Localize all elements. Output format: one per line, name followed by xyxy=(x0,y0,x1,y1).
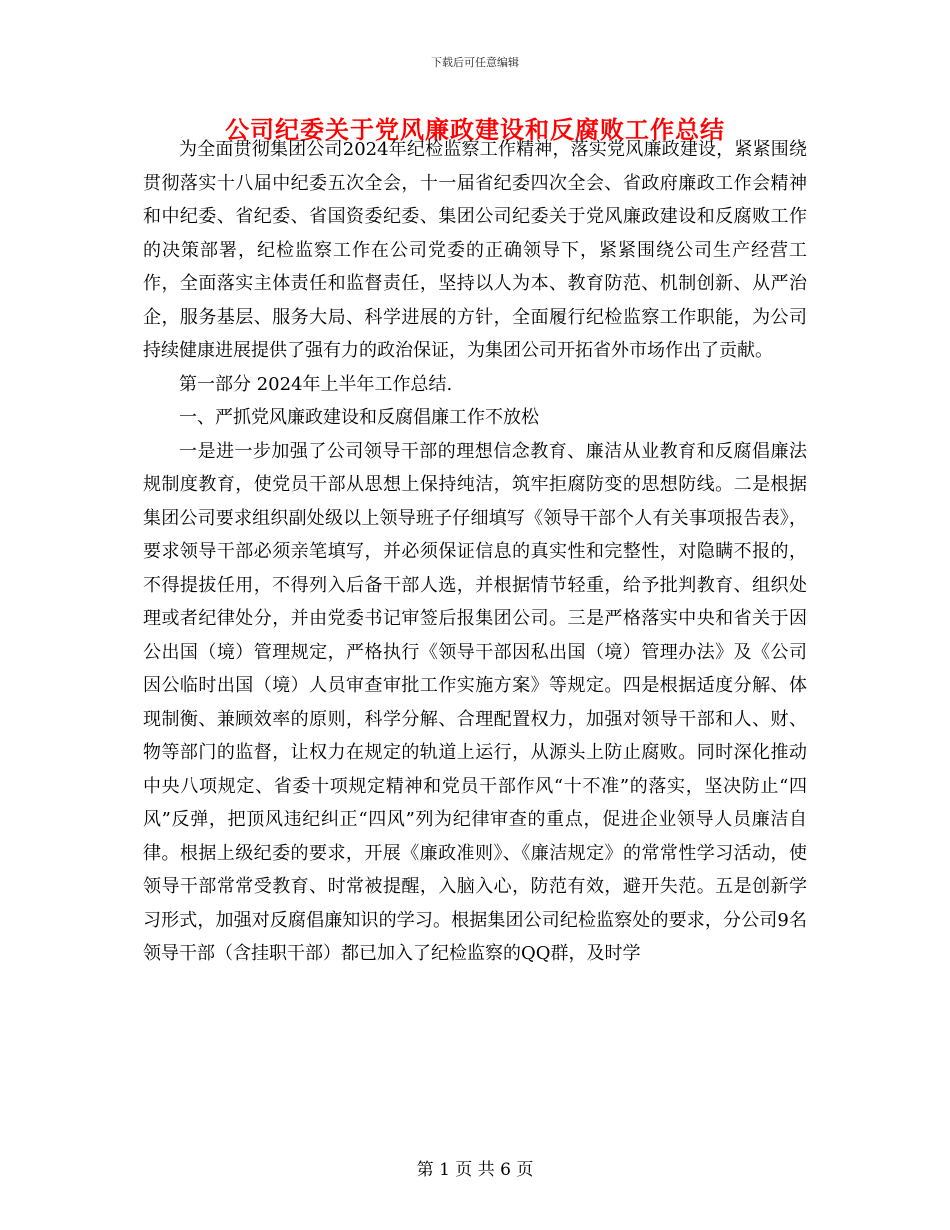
subsection-heading-one: 一、严抓党风廉政建设和反腐倡廉工作不放松 xyxy=(179,407,539,428)
document-body xyxy=(143,133,807,971)
section-heading-part-one: 第一部分 2024年上半年工作总结. xyxy=(179,373,453,395)
paragraph-intro: 为全面贯彻集团公司2024年纪检监察工作精神，落实党风廉政建设，紧紧围绕贯彻落实十八届中纪委五次全会，十一届省纪委四次全会、省政府廉政工作会精神和中纪委、省纪委、省国资委纪委、集团公司纪委关于党风廉政建设和反腐败工作的决策部署，纪检监察工作在公司党委的正确领导下，紧紧围绕公司生产经营工作，全面落实主体责任和监督责任，坚持以人为本、教育防范、机制创新、从严治企，服务基层、服务大局、科学进展的方针，全面履行纪检监察工作职能，为公司持续健康进展提供了强有力的政治保证，为集团公司开拓省外市场作出了贡献。 xyxy=(143,139,807,361)
page-header-note: 下载后可任意编辑 xyxy=(431,56,519,69)
page-number-footer: 第 1 页 共 6 页 xyxy=(416,1160,534,1180)
paragraph-details: 一是进一步加强了公司领导干部的理想信念教育、廉洁从业教育和反腐倡廉法规制度教育，使党员干部从思想上保持纯洁，筑牢拒腐防变的思想防线。二是根据集团公司要求组织副处级以上领导班子仔细填写《领导干部个人有关事项报告表》，要求领导干部必须亲笔填写，并必须保证信息的真实性和完整性，对隐瞒不报的，不得提拔任用，不得列入后备干部人选，并根据情节轻重，给予批判教育、组织处理或者纪律处分，并由党委书记审签后报集团公司。三是严格落实中央和省关于因公出国（境）管理规定，严格执行《领导干部因私出国（境）管理办法》及《公司因公临时出国（境）人员审查审批工作实施方案》等规定。四是根据适度分解、体现制衡、兼顾效率的原则，科学分解、合理配置权力，加强对领导干部和人、财、物等部门的监督，让权力在规定的轨道上运行，从源头上防止腐败。同时深化推动中央八项规定、省委十项规定精神和党员干部作风“十不准”的落实，坚决防止“四风”反弹，把顶风违纪纠正“四风”列为纪律审查的重点，促进企业领导人员廉洁自律。根据上级纪委的要求，开展《廉政准则》、《廉洁规定》的常常性学习活动，使领导干部常常受教育、时常被提醒，入脑入心，防范有效，避开失范。五是创新学习形式，加强对反腐倡廉知识的学习。根据集团公司纪检监察处的要求，分公司9名领导干部（含挂职干部）都已加入了纪检监察的QQ群，及时学 xyxy=(143,440,807,964)
document-title: 公司纪委关于党风廉政建设和反腐败工作总结 xyxy=(225,115,725,144)
